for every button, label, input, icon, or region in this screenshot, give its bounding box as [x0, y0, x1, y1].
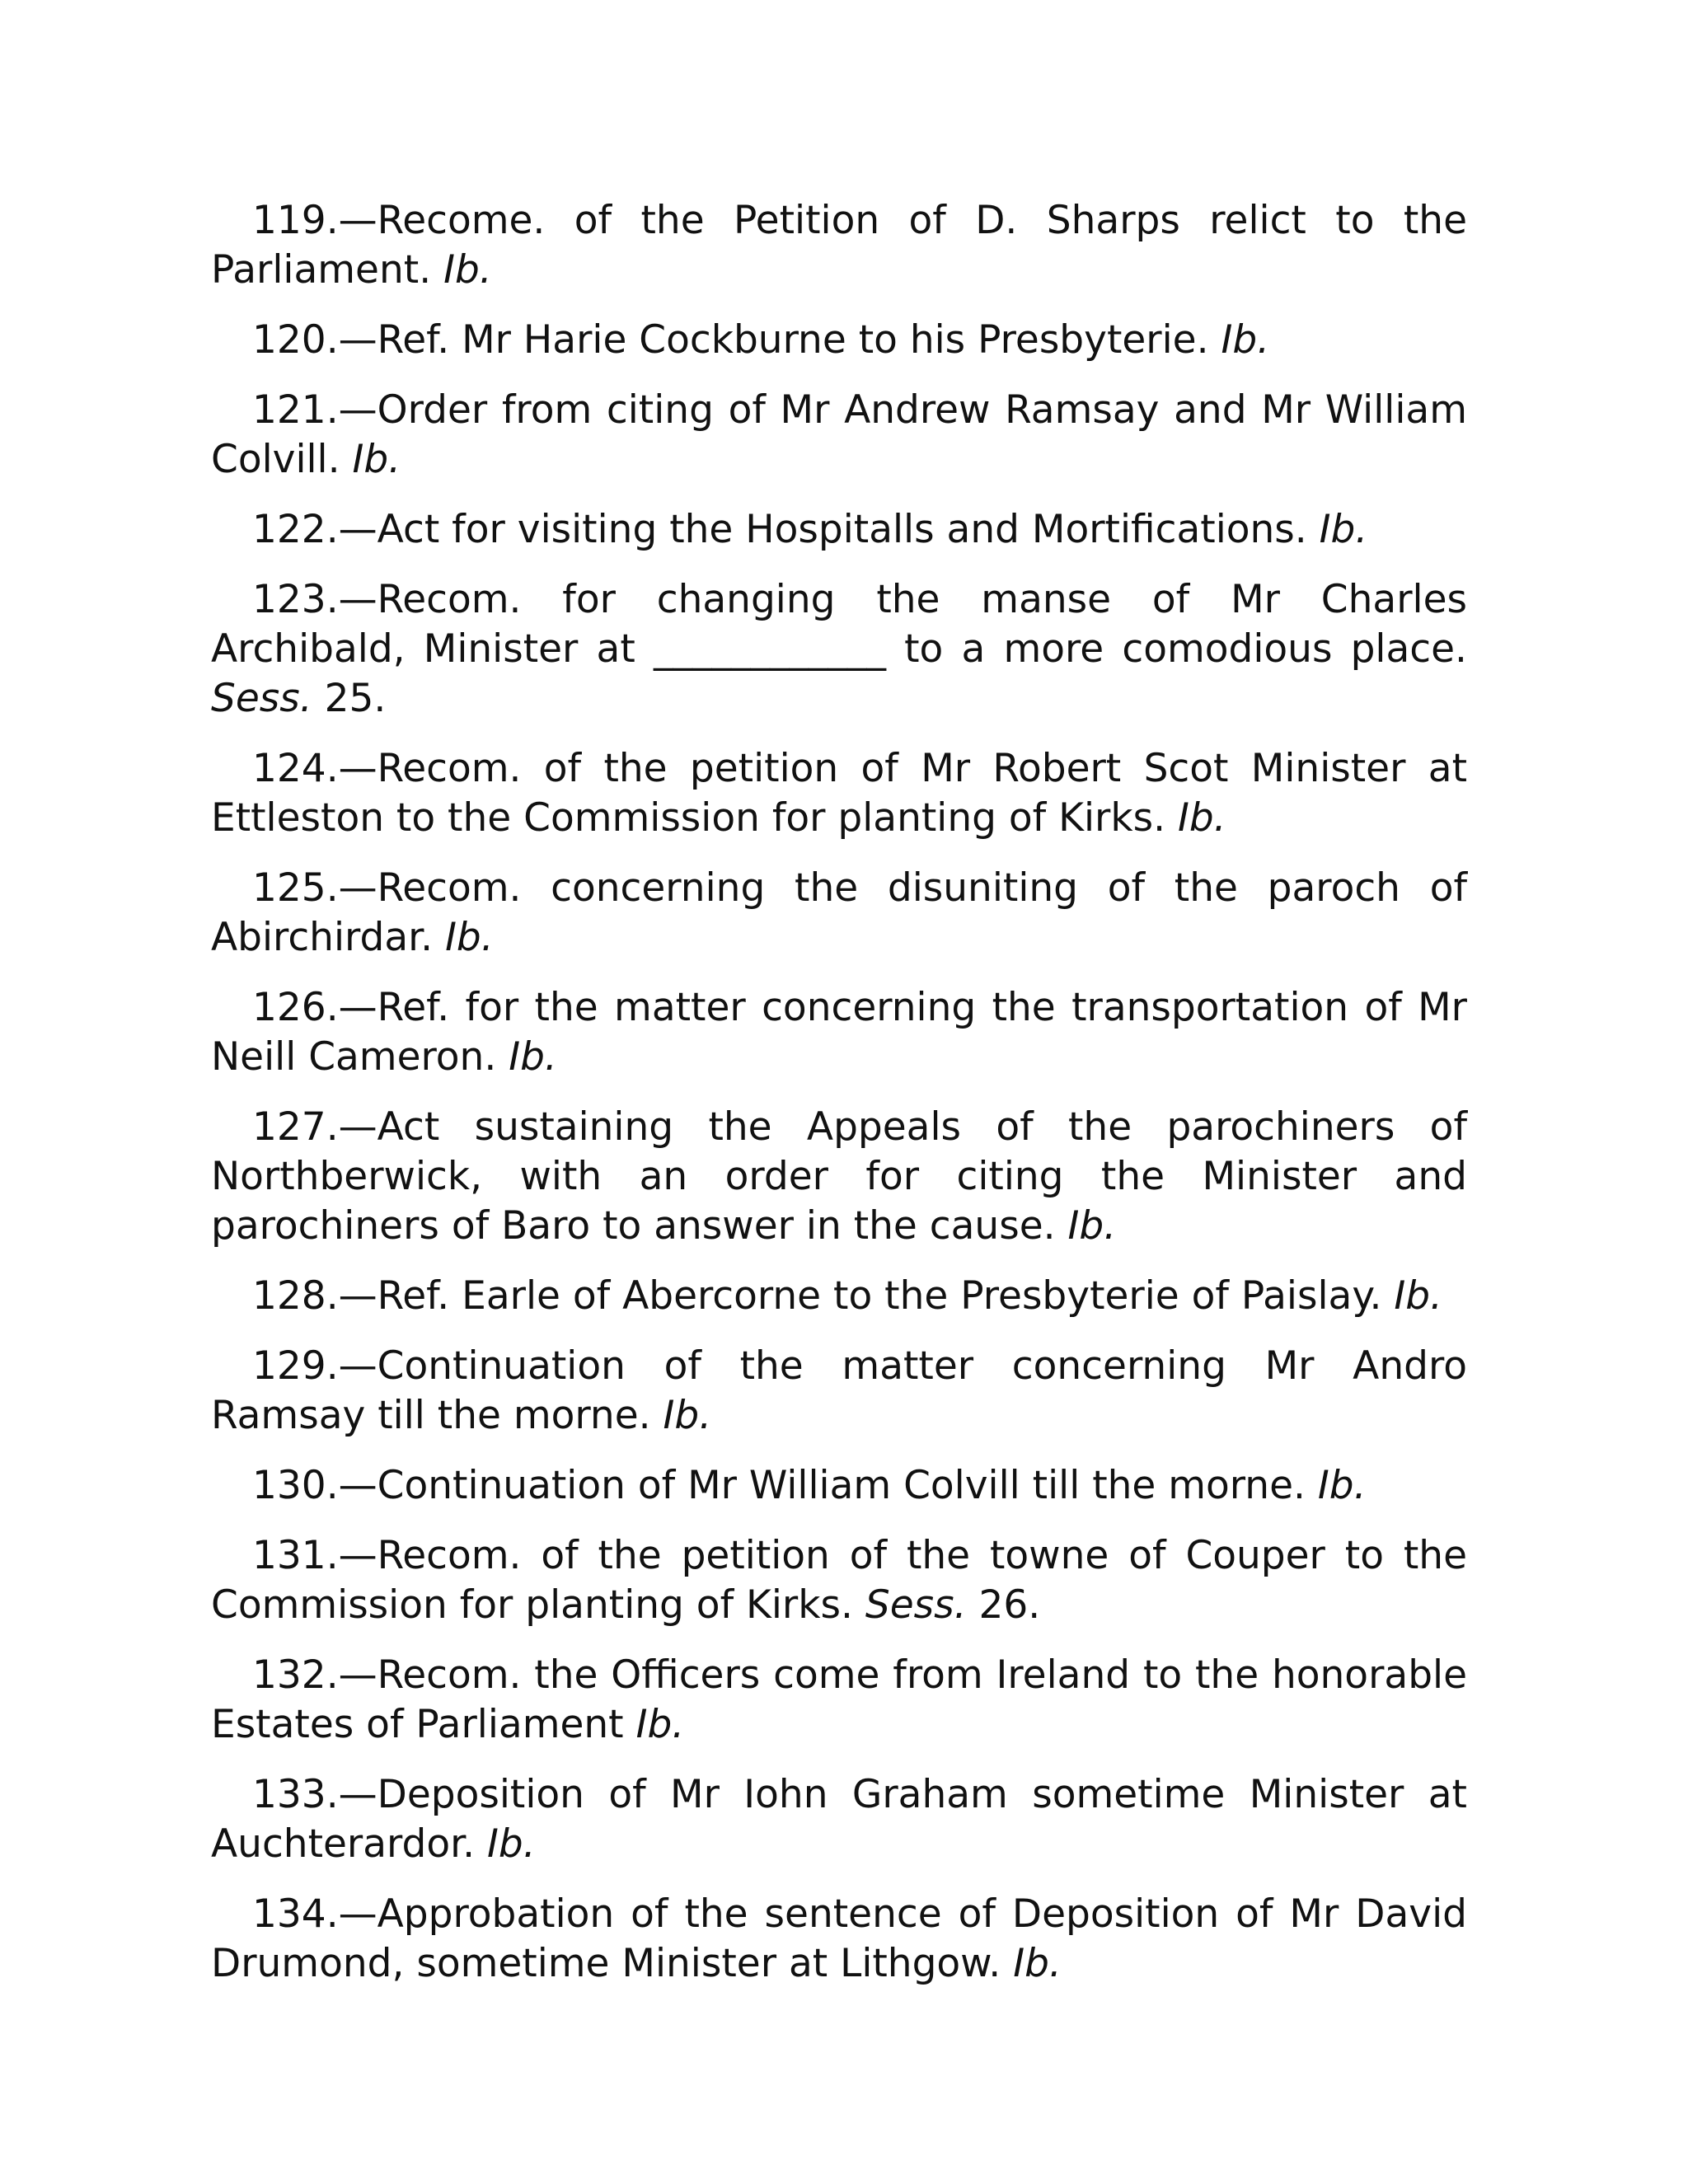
- entry-citation: Ib.: [1317, 1463, 1367, 1508]
- entry-132: [211, 1651, 1467, 1750]
- entry-text: 126.—Ref. for the matter concerning the transportation of Mr Neill Cameron.: [211, 985, 1467, 1080]
- entry-131: [211, 1531, 1467, 1630]
- entry-citation: Ib.: [487, 1821, 536, 1867]
- entry-session-number: 26.: [978, 1582, 1041, 1628]
- entry-133: [211, 1770, 1467, 1869]
- entry-citation: Ib.: [1319, 507, 1368, 552]
- entry-citation: Ib.: [1013, 1941, 1062, 1986]
- document-page: [211, 196, 1467, 2009]
- entry-text: 125.—Recom. concerning the disuniting of the paroch of Abirchirdar.: [211, 865, 1467, 960]
- entry-text: 133.—Deposition of Mr Iohn Graham sometime Minister at Auchterardor.: [211, 1772, 1467, 1867]
- entry-citation: Ib.: [1177, 795, 1226, 841]
- entry-citation: Ib.: [1067, 1203, 1117, 1249]
- entry-text: 131.—Recom. of the petition of the towne of Couper to the Commission for planting of Kirks.: [211, 1533, 1467, 1628]
- entry-citation: Ib.: [635, 1702, 685, 1747]
- entry-125: [211, 864, 1467, 963]
- entry-text: 127.—Act sustaining the Appeals of the parochiners of Northberwick, with an order for citing the Minister and parochiners of Baro to answer in the cause.: [211, 1104, 1467, 1249]
- entry-text: 120.—Ref. Mr Harie Cockburne to his Presbyterie.: [252, 317, 1209, 363]
- entry-citation: Ib.: [1394, 1273, 1442, 1319]
- entry-text: 121.—Order from citing of Mr Andrew Ramsay and Mr William Colvill.: [211, 387, 1467, 482]
- entry-citation: Ib.: [443, 247, 492, 293]
- entry-text: 122.—Act for visiting the Hospitalls and Mortifications.: [252, 507, 1307, 552]
- entry-128: [211, 1272, 1467, 1321]
- entry-120: [211, 316, 1467, 365]
- entry-citation: Ib.: [509, 1034, 557, 1080]
- entry-text: 130.—Continuation of Mr William Colvill till the morne.: [252, 1463, 1306, 1508]
- entry-121: [211, 386, 1467, 485]
- entry-citation: Ib.: [663, 1393, 712, 1438]
- entry-session-number: 25.: [324, 676, 387, 721]
- entry-text: 119.—Recome. of the Petition of D. Sharps relict to the Parliament.: [211, 198, 1467, 293]
- entry-text: 124.—Recom. of the petition of Mr Robert Scot Minister at Ettleston to the Commission for planting of Kirks.: [211, 746, 1467, 841]
- entry-119: [211, 196, 1467, 295]
- entry-130: [211, 1461, 1467, 1511]
- entry-127: [211, 1103, 1467, 1251]
- entry-134: [211, 1890, 1467, 1989]
- entry-citation: Sess.: [865, 1582, 967, 1628]
- entry-citation: Ib.: [1221, 317, 1270, 363]
- entry-126: [211, 983, 1467, 1082]
- entry-122: [211, 505, 1467, 555]
- entry-129: [211, 1342, 1467, 1441]
- entry-citation: Ib.: [445, 915, 494, 960]
- entry-text: 123.—Recom. for changing the manse of Mr Charles Archibald, Minister at ____________ to a more comodious place.: [211, 577, 1467, 672]
- entry-text: 134.—Approbation of the sentence of Deposition of Mr David Drumond, sometime Minister at Lithgow.: [211, 1891, 1467, 1986]
- entry-text: 129.—Continuation of the matter concerning Mr Andro Ramsay till the morne.: [211, 1343, 1467, 1438]
- entry-text: 132.—Recom. the Officers come from Ireland to the honorable Estates of Parliament: [211, 1652, 1467, 1747]
- entry-citation: Ib.: [352, 437, 401, 482]
- entry-text: 128.—Ref. Earle of Abercorne to the Presbyterie of Paislay.: [252, 1273, 1382, 1319]
- entry-123: [211, 575, 1467, 724]
- entry-124: [211, 744, 1467, 843]
- entry-citation: Sess.: [211, 676, 312, 721]
